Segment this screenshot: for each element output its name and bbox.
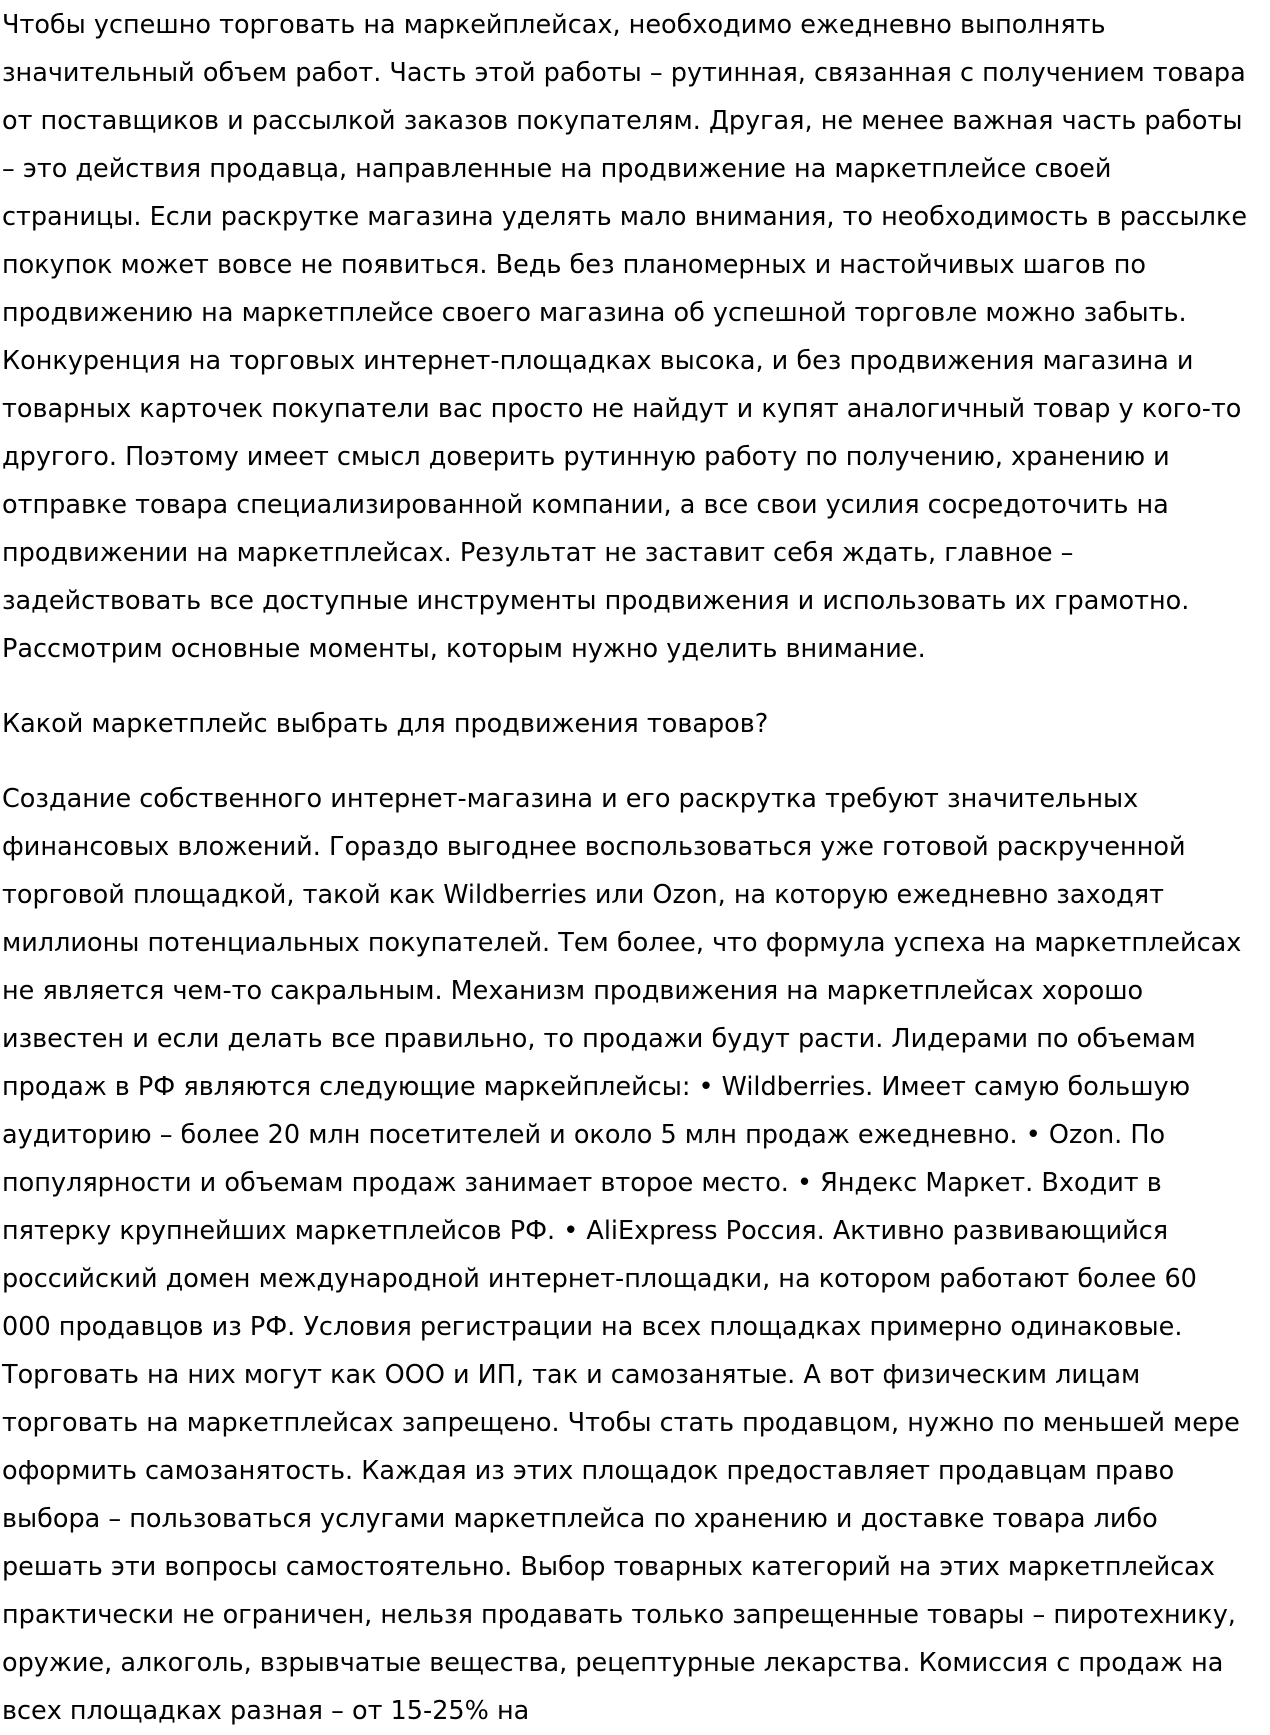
text-line: миллионы потенциальных покупателей. Тем более, что формула успеха на маркетплейсах bbox=[2, 928, 1242, 958]
text-line: практически не ограничен, нельзя продавать только запрещенные товары – пиротехнику, bbox=[2, 1600, 1236, 1630]
text-line: аудиторию – более 20 млн посетителей и около 5 млн продаж ежедневно. • Ozon. По bbox=[2, 1120, 1166, 1150]
text-line: Рассмотрим основные моменты, которым нужно уделить внимание. bbox=[2, 634, 926, 664]
text-line: оружие, алкоголь, взрывчатые вещества, рецептурные лекарства. Комиссия с продаж на bbox=[2, 1648, 1224, 1678]
text-line: продвижении на маркетплейсах. Результат не заставит себя ждать, главное – bbox=[2, 538, 1074, 568]
text-line: страницы. Если раскрутке магазина уделять мало внимания, то необходимость в рассылке bbox=[2, 202, 1248, 232]
text-line: 000 продавцов из РФ. Условия регистрации на всех площадках примерно одинаковые. bbox=[2, 1312, 1183, 1342]
text-line: покупок может вовсе не появиться. Ведь без планомерных и настойчивых шагов по bbox=[2, 250, 1147, 280]
text-line: Создание собственного интернет-магазина и его раскрутка требуют значительных bbox=[2, 784, 1139, 814]
text-line: продвижению на маркетплейсе своего магазина об успешной торговле можно забыть. bbox=[2, 298, 1187, 328]
text-line: продаж в РФ являются следующие маркейплейсы: • Wildberries. Имеет самую большую bbox=[2, 1072, 1191, 1102]
text-line: известен и если делать все правильно, то продажи будут расти. Лидерами по объемам bbox=[2, 1024, 1196, 1054]
text-line: Чтобы успешно торговать на маркейплейсах, необходимо ежедневно выполнять bbox=[2, 10, 1106, 40]
text-line: значительный объем работ. Часть этой работы – рутинная, связанная с получением товара bbox=[2, 58, 1246, 88]
paragraph bbox=[2, 775, 1270, 1735]
document-body bbox=[2, 1, 1270, 1735]
paragraph bbox=[2, 1, 1270, 673]
text-line: торговой площадкой, такой как Wildberries или Ozon, на которую ежедневно заходят bbox=[2, 880, 1164, 910]
text-line: всех площадках разная – от 15-25% на bbox=[2, 1696, 530, 1726]
text-line: Конкуренция на торговых интернет-площадках высока, и без продвижения магазина и bbox=[2, 346, 1194, 376]
section-heading bbox=[2, 700, 1270, 748]
text-line: Какой маркетплейс выбрать для продвижения товаров? bbox=[2, 709, 769, 739]
text-line: – это действия продавца, направленные на продвижение на маркетплейсе своей bbox=[2, 154, 1112, 184]
text-line: торговать на маркетплейсах запрещено. Чтобы стать продавцом, нужно по меньшей мере bbox=[2, 1408, 1240, 1438]
text-line: финансовых вложений. Гораздо выгоднее воспользоваться уже готовой раскрученной bbox=[2, 832, 1186, 862]
text-line: популярности и объемам продаж занимает второе место. • Яндекс Маркет. Входит в bbox=[2, 1168, 1162, 1198]
text-line: российский домен международной интернет-площадки, на котором работают более 60 bbox=[2, 1264, 1197, 1294]
text-line: другого. Поэтому имеет смысл доверить рутинную работу по получению, хранению и bbox=[2, 442, 1170, 472]
text-line: выбора – пользоваться услугами маркетплейса по хранению и доставке товара либо bbox=[2, 1504, 1158, 1534]
text-line: от поставщиков и рассылкой заказов покупателям. Другая, не менее важная часть работы bbox=[2, 106, 1243, 136]
text-line: товарных карточек покупатели вас просто не найдут и купят аналогичный товар у кого-то bbox=[2, 394, 1242, 424]
text-line: Торговать на них могут как ООО и ИП, так и самозанятые. А вот физическим лицам bbox=[2, 1360, 1141, 1390]
text-line: оформить самозанятость. Каждая из этих площадок предоставляет продавцам право bbox=[2, 1456, 1175, 1486]
text-line: отправке товара специализированной компании, а все свои усилия сосредоточить на bbox=[2, 490, 1169, 520]
text-line: задействовать все доступные инструменты продвижения и использовать их грамотно. bbox=[2, 586, 1190, 616]
text-line: пятерку крупнейших маркетплейсов РФ. • AliExpress Россия. Активно развивающийся bbox=[2, 1216, 1169, 1246]
text-line: не является чем-то сакральным. Механизм продвижения на маркетплейсах хорошо bbox=[2, 976, 1144, 1006]
text-line: решать эти вопросы самостоятельно. Выбор товарных категорий на этих маркетплейсах bbox=[2, 1552, 1215, 1582]
